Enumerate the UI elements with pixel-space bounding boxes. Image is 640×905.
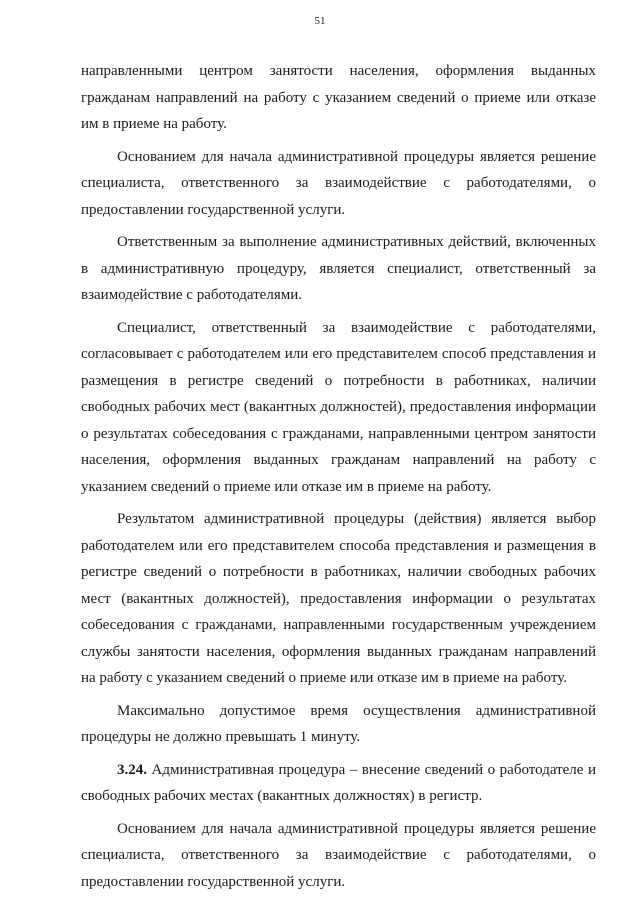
- clause-text: Административная процедура – внесение сведений о работодателе и свободных рабочих местах (вакантных должностях) в регистр.: [81, 761, 596, 804]
- paragraph-continuation: направленными центром занятости населения, оформления выданных гражданам направлений на работу с указанием сведений о приеме или отказе им в приеме на работу.: [81, 63, 596, 132]
- paragraph-result: Результатом административной процедуры (действия) является выбор работодателем или его представителем способа представления и размещения в регистре сведений о потребности в работниках, наличии свободных рабочих мест (вакантных должностей), предоставления информации о результатах собеседования с гражданами, направленными государственным учреждением службы занятости населения, оформления выданных гражданам направлений на работу с указанием сведений о приеме или отказе им в приеме на работу.: [81, 511, 596, 686]
- paragraph-basis-2: Основанием для начала административной процедуры является решение специалиста, ответственного за взаимодействие с работодателями, о предоставлении государственной услуги.: [81, 820, 596, 890]
- paragraph-basis: Основанием для начала административной процедуры является решение специалиста, ответственного за взаимодействие с работодателями, о предоставлении государственной услуги.: [81, 148, 596, 218]
- paragraph-max-time: Максимально допустимое время осуществления административной процедуры не должно превышать 1 минуту.: [81, 702, 596, 745]
- clause-number: 3.24.: [117, 761, 147, 778]
- paragraph-responsible: Ответственным за выполнение административных действий, включенных в административную процедуру, является специалист, ответственный за взаимодействие с работодателями.: [81, 234, 596, 303]
- page-number: 51: [314, 15, 326, 27]
- paragraph-clause-3-24: [81, 757, 596, 810]
- paragraph-specialist-agrees: Специалист, ответственный за взаимодействие с работодателями, согласовывает с работодателем или его представителем способ представления и размещения в регистре сведений о потребности в работниках, наличии свободных рабочих мест (вакантных должностей), предоставления информации о результатах собеседования с гражданами, направленными центром занятости населения, оформления выданных гражданам направлений на работу с указанием сведений о приеме или отказе им в приеме на работу.: [81, 319, 596, 495]
